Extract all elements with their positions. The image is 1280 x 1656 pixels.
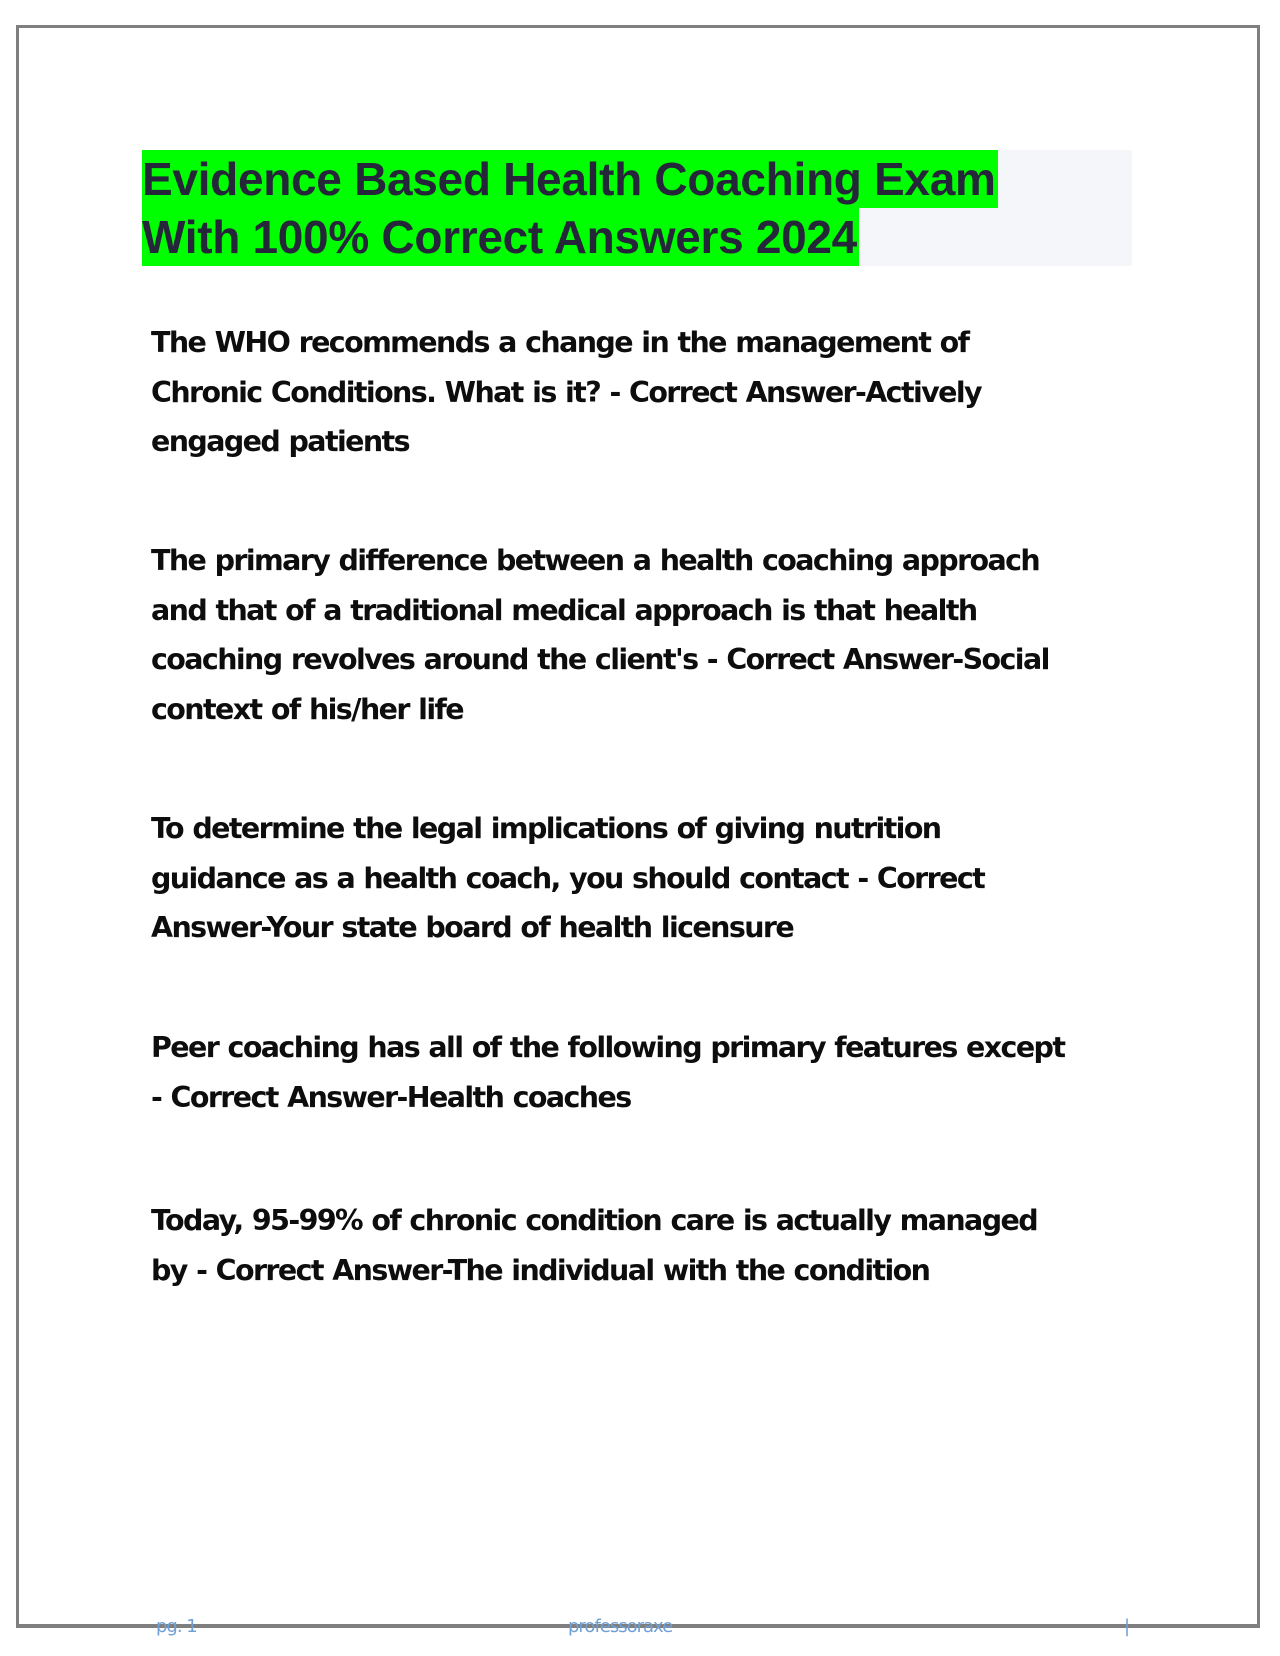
qa-line: - Correct Answer-Health coaches [151,1080,631,1114]
qa-line: Chronic Conditions. What is it? - Correct Answer-Actively [151,375,982,409]
qa-line: To determine the legal implications of giving nutrition [151,812,941,845]
footer-author: professoraxe [568,1616,673,1637]
qa-item-3 [151,804,1131,953]
footer-separator: | [1124,1616,1130,1637]
qa-line: guidance as a health coach, you should contact - Correct [151,861,985,895]
qa-item-2 [151,536,1131,734]
qa-line: Peer coaching has all of the following primary features except [151,1031,1065,1064]
qa-line: coaching revolves around the client's - Correct Answer-Social [151,643,1049,676]
qa-item-1 [151,318,1131,467]
footer-page-number: pg. 1 [156,1616,197,1637]
qa-line: and that of a traditional medical approach is that health [151,593,977,627]
document-title [142,150,1132,266]
title-line-2: With 100% Correct Answers 2024 [142,208,859,266]
qa-line: The primary difference between a health coaching approach [151,544,1040,577]
qa-line: by - Correct Answer-The individual with the condition [151,1253,930,1287]
qa-line: context of his/her life [151,692,464,726]
title-line-1: Evidence Based Health Coaching Exam [142,150,998,208]
qa-line: The WHO recommends a change in the management of [151,326,969,359]
qa-line: Answer-Your state board of health licensure [151,911,794,944]
qa-line: Today, 95-99% of chronic condition care is actually managed [151,1204,1038,1237]
qa-line: engaged patients [151,425,409,458]
qa-item-5 [151,1196,1131,1295]
qa-item-4 [151,1023,1131,1122]
